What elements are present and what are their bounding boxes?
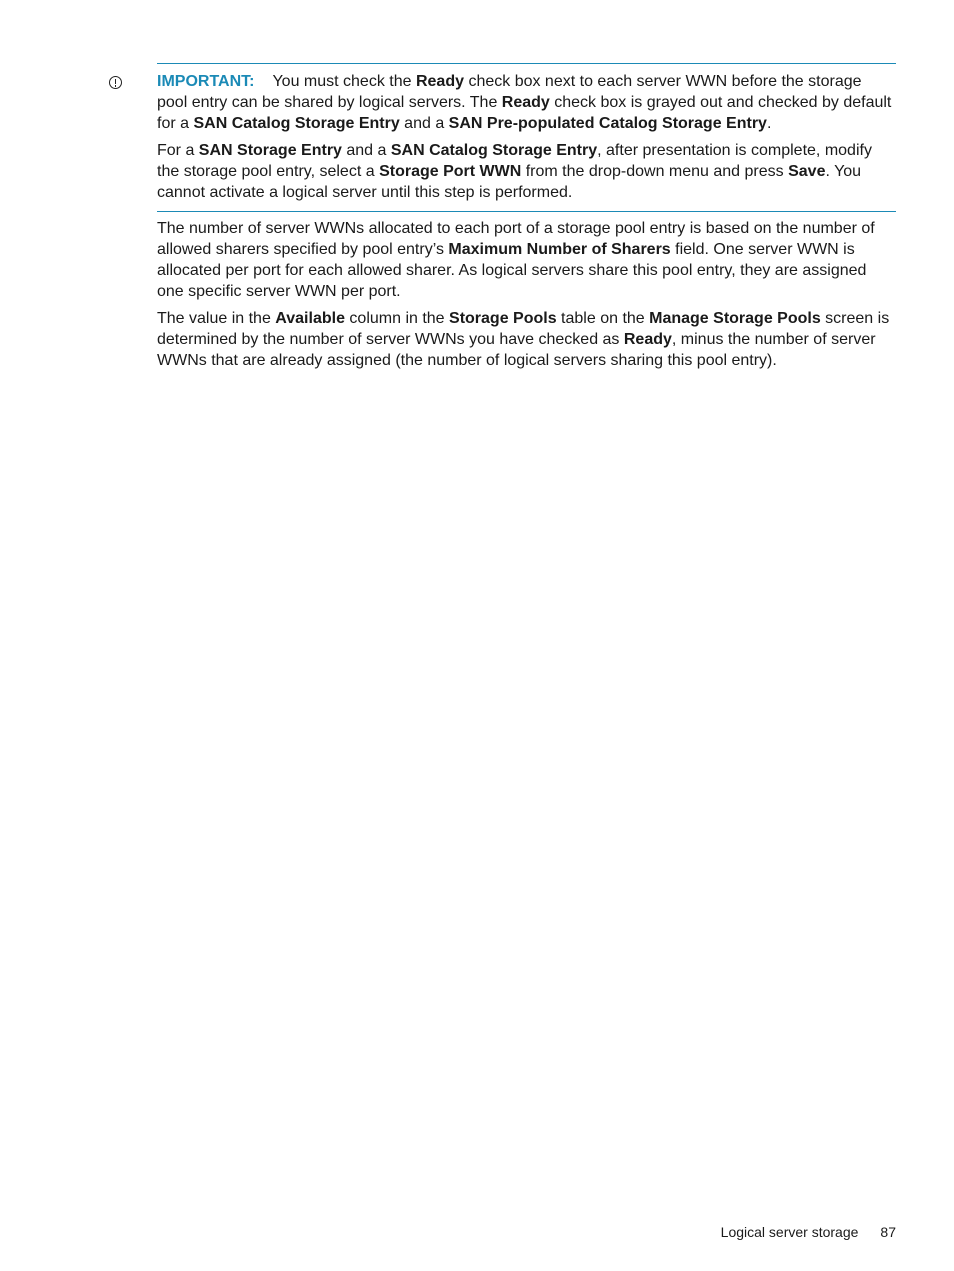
important-icon: [109, 76, 122, 89]
text-run: , after presentation is complete, modify the storage pool entry, select a: [157, 142, 872, 180]
text-run: The number of server WWNs allocated to each port of a storage pool entry is based on the number of allowed sharers specified by pool entry’s: [157, 220, 875, 258]
ui-term-maximum-number-of-sharers: Maximum Number of Sharers: [448, 241, 671, 258]
text-run: , minus the number of server WWNs that are already assigned (the number of logical servers sharing this pool entry).: [157, 331, 876, 369]
ui-term-manage-storage-pools: Manage Storage Pools: [649, 310, 821, 327]
note-paragraph-2: [157, 140, 896, 203]
text-run: .: [766, 115, 772, 132]
ui-term-san-catalog-storage-entry: SAN Catalog Storage Entry: [193, 115, 400, 132]
text-run: You must check the: [272, 73, 416, 90]
important-note: [157, 63, 896, 212]
text-run: The value in the: [157, 310, 276, 327]
ui-term-storage-pools: Storage Pools: [449, 310, 557, 327]
ui-term-san-storage-entry: SAN Storage Entry: [198, 142, 342, 159]
text-run: check box is grayed out and checked by default for a: [157, 94, 892, 132]
text-run: For a: [157, 142, 199, 159]
text-run: table on the: [556, 310, 650, 327]
footer-section-title: Logical server storage: [720, 1224, 859, 1240]
page-footer: [721, 1223, 896, 1241]
ui-term-san-catalog-storage-entry: SAN Catalog Storage Entry: [390, 142, 598, 159]
ui-term-available: Available: [275, 310, 345, 327]
text-run: and a: [399, 115, 449, 132]
important-label: IMPORTANT:: [157, 73, 255, 90]
text-run: from the drop-down menu and press: [521, 163, 789, 180]
ui-term-ready: Ready: [415, 73, 464, 90]
text-run: and a: [341, 142, 391, 159]
text-run: . You cannot activate a logical server until this step is performed.: [157, 163, 862, 201]
body-paragraph-2: [157, 308, 896, 371]
body-text: [157, 218, 896, 371]
ui-term-storage-port-wwn: Storage Port WWN: [379, 163, 522, 180]
ui-term-ready: Ready: [501, 94, 550, 111]
body-paragraph-1: [157, 218, 896, 302]
text-run: check box next to each server WWN before the storage pool entry can be shared by logical servers. The: [157, 73, 862, 111]
page-number: 87: [880, 1224, 896, 1240]
ui-term-ready: Ready: [623, 331, 672, 348]
ui-term-save: Save: [788, 163, 826, 180]
text-run: field. One server WWN is allocated per port for each allowed sharer. As logical servers share this pool entry, they are assigned one specific server WWN per port.: [157, 241, 867, 300]
ui-term-san-pre-populated-catalog-storage-entry: SAN Pre-populated Catalog Storage Entry: [448, 115, 767, 132]
text-run: column in the: [344, 310, 450, 327]
note-paragraph-1: [157, 71, 896, 134]
text-run: screen is determined by the number of server WWNs you have checked as: [157, 310, 890, 348]
